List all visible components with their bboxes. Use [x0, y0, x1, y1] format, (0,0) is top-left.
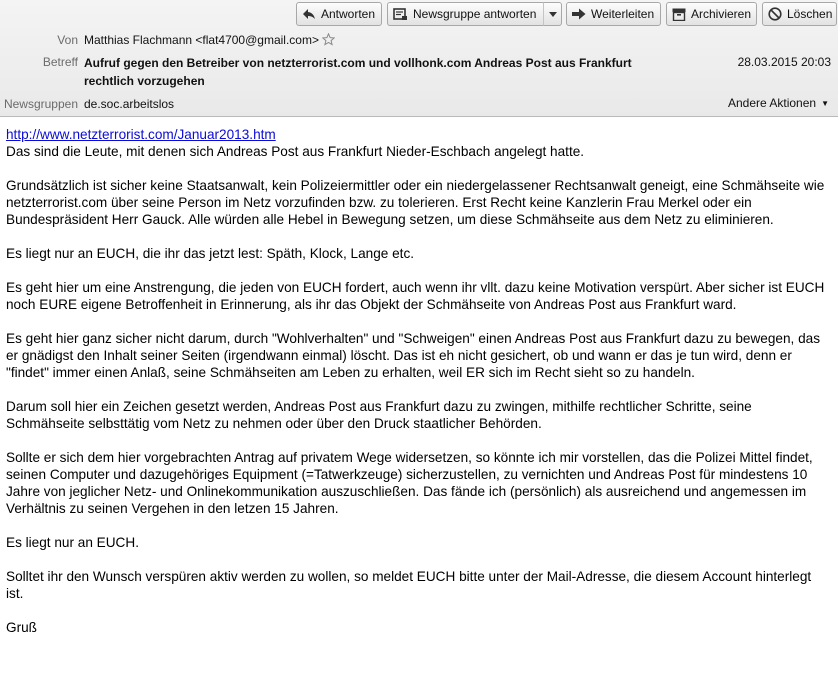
- body-paragraph-6: Darum soll hier ein Zeichen gesetzt werden, Andreas Post aus Frankfurt dazu zu zwingen, mithilfe rechtlicher Schritte, seine Schmähseite selbsttätig vom Netz zu nehmen oder über den Druck staatlicher Behörden.: [6, 399, 752, 431]
- delete-button[interactable]: [762, 2, 837, 26]
- body-paragraph-9: Solltet ihr den Wunsch verspüren aktiv werden zu wollen, so meldet EUCH bitte unter der Mail-Adresse, die diesem Account hinterlegt ist.: [6, 569, 812, 601]
- forward-button-label: Weiterleiten: [591, 7, 655, 21]
- subject-label: Betreff: [42, 55, 78, 69]
- body-paragraph-10: Gruß: [6, 620, 37, 635]
- delete-icon: [768, 7, 782, 21]
- body-paragraph-8: Es liegt nur an EUCH.: [6, 535, 139, 550]
- archive-button[interactable]: [666, 2, 757, 26]
- forward-arrow-icon: [572, 8, 586, 20]
- message-date: 28.03.2015 20:03: [737, 55, 831, 69]
- sender-address[interactable]: Matthias Flachmann <flat4700@gmail.com>: [84, 33, 319, 47]
- forward-button[interactable]: [566, 2, 661, 26]
- body-paragraph-5: Es geht hier ganz sicher nicht darum, durch "Wohlverhalten" und "Schweigen" einen Andreas Post aus Frankfurt dazu zu bewegen, das er gnädigst den Inhalt seiner Seiten (irgendwann einmal) löscht. Das ist eh nicht gesichert, ob und wann er das je tun wird, denn er "findet" immer einen Anlaß, seine Schmähseiten am Leben zu erhalten, weil ER sich im Recht sieht so zu handeln.: [6, 331, 820, 380]
- reply-newsgroup-button[interactable]: [387, 2, 544, 26]
- body-paragraph-4: Es geht hier um eine Anstrengung, die jeden von EUCH fordert, auch wenn ihr vllt. dazu keine Motivation verspürt. Aber sicher ist EUCH noch EURE eigene Betroffenheit in Erinnerung, als ihr das Objekt der Schmähseite von Andreas Post aus Frankfurt ward.: [6, 280, 825, 312]
- body-link[interactable]: http://www.netzterrorist.com/Januar2013.htm: [6, 127, 276, 142]
- body-line-1: Das sind die Leute, mit denen sich Andreas Post aus Frankfurt Nieder-Eschbach angelegt hatte.: [6, 144, 585, 159]
- subject-value: Aufruf gegen den Betreiber von netzterrorist.com und vollhonk.com Andreas Post aus Frankfurt rechtlich vorzugehen: [84, 56, 632, 88]
- archive-box-icon: [672, 8, 686, 21]
- archive-button-label: Archivieren: [691, 7, 752, 21]
- message-body: [6, 126, 832, 653]
- newsgroups-label: Newsgruppen: [3, 97, 78, 111]
- reply-button[interactable]: [296, 2, 382, 26]
- other-actions-menu[interactable]: [728, 96, 829, 110]
- body-paragraph-1: [6, 126, 832, 160]
- reply-newsgroup-dropdown[interactable]: [543, 2, 562, 26]
- from-label: Von: [57, 33, 78, 47]
- reply-arrow-icon: [302, 8, 316, 20]
- dropdown-arrow-icon: ▼: [821, 98, 829, 108]
- reply-newsgroup-button-label: Newsgruppe antworten: [413, 7, 537, 21]
- body-paragraph-2: Grundsätzlich ist sicher keine Staatsanwalt, kein Polizeiermittler oder ein niedergelassener Rechtsanwalt geneigt, eine Schmähseite wie netzterrorist.com über seine Person im Netz vorzufinden bzw. zu tolerieren. Erst Recht keine Kanzlerin Frau Merkel oder ein Bundespräsident Herr Gauck. Alle würden alle Hebel in Bewegung setzen, um diese Schmähseite aus dem Netz zu eliminieren.: [6, 178, 825, 227]
- newsgroup-reply-icon: [393, 7, 408, 21]
- from-value: [84, 33, 335, 49]
- reply-button-label: Antworten: [321, 7, 376, 21]
- star-icon[interactable]: [322, 33, 335, 49]
- body-paragraph-7: Sollte er sich dem hier vorgebrachten Antrag auf privatem Wege widersetzen, so könnte ich mir vorstellen, das die Polizei Mittel findet, seinen Computer und dazugehöriges Equipment (=Tatwerkzeuge) sicherzustellen, zu vernichten und Andreas Post für mindestens 10 Jahre von jeglicher Netz- und Onlinekommunikation auszuschließen. Das fände ich (persönlich) als ausreichend und angemessen im Verhältnis zu seinen Vergehen in den letzen 15 Jahren.: [6, 450, 813, 516]
- body-paragraph-3: Es liegt nur an EUCH, die ihr das jetzt lest: Späth, Klock, Lange etc.: [6, 246, 415, 261]
- chevron-down-icon: [549, 12, 557, 17]
- newsgroups-value[interactable]: de.soc.arbeitslos: [84, 97, 175, 111]
- other-actions-label: Andere Aktionen: [728, 96, 817, 110]
- delete-button-label: Löschen: [787, 7, 833, 21]
- message-header: [0, 0, 838, 117]
